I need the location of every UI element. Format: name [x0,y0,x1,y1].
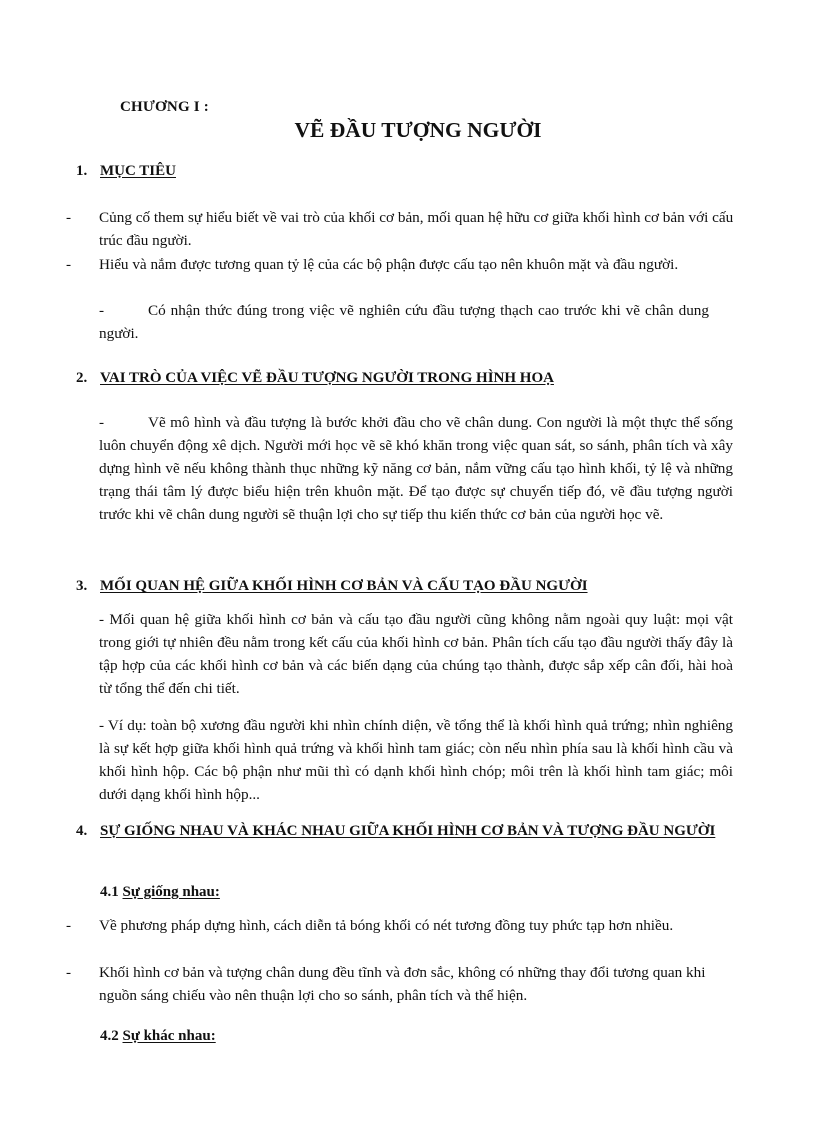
chapter-label: CHƯƠNG I : [120,99,209,115]
subsection-4-2-label: Sự khác nhau: [122,1028,216,1044]
section-3-paragraph-1: - Mối quan hệ giữa khối hình cơ bản và cấu tạo đầu người cũng không nằm ngoài quy luật: mọi vật trong giới tự nhiên đều nằm trong kết cấu của khối hình cơ bản. Phân tích cấu tạo đầu người thấy đây là tập hợp của các khối hình cơ bản và các biến dạng của chúng tạo thành, được sắp xếp cân đối, hài hoà từ tổng thể đến chi tiết. [99,611,733,697]
section-4-1-item-2 [66,961,736,1007]
list-item-text: Hiểu và nắm được tương quan tỷ lệ của các bộ phận được cấu tạo nên khuôn mặt và đầu người. [99,256,679,273]
subsection-4-2-number: 4.2 [100,1028,119,1044]
section-2-paragraph [99,411,733,526]
section-3-heading [76,575,736,597]
section-1-title: MỤC TIÊU [100,163,176,179]
bullet-dash: - [99,414,105,431]
section-1-item-1 [66,206,736,252]
bullet-dash: - [99,302,105,319]
section-1-heading [76,160,736,182]
section-4-number: 4. [76,823,88,839]
list-item-text: Về phương pháp dựng hình, cách diễn tả bóng khối có nét tương đồng tuy phức tạp hơn nhiều. [99,917,674,934]
section-4-1-item-1 [66,914,736,937]
section-1-number: 1. [76,163,88,179]
bullet-dash: - [66,256,72,273]
section-3-number: 3. [76,578,88,594]
paragraph-text: Vẽ mô hình và đầu tượng là bước khởi đầu cho vẽ chân dung. Con người là một thực thể sống luôn chuyển động xê dịch. Người mới học vẽ sẽ khó khăn trong việc quan sát, so sánh, phân tích và xây dựng hình vẽ nếu không thành thục những kỹ năng cơ bản, nắm vững cấu tạo hình khối, tỷ lệ và những trạng thái tâm lý được biểu hiện trên khuôn mặt. Để tạo được sự chuyển tiếp đó, vẽ đầu tượng người trước khi vẽ chân dung người sẽ thuận lợi cho sự tiếp thu kiến thức cơ bản của người học vẽ. [99,414,733,523]
section-1-item-2 [66,253,736,276]
section-2-heading [76,367,736,389]
section-2-title: VAI TRÒ CỦA VIỆC VẼ ĐẦU TƯỢNG NGƯỜI TRONG HÌNH HOẠ [100,370,554,386]
section-4-heading [76,820,726,842]
subsection-4-1-heading [100,881,220,904]
list-item-text: Khối hình cơ bản và tượng chân dung đều tĩnh và đơn sắc, không có những thay đổi tương quan khi nguồn sáng chiếu vào nên thuận lợi cho so sánh, phân tích và thể hiện. [99,964,706,1004]
bullet-dash: - [66,209,72,226]
subsection-4-1-number: 4.1 [100,884,119,900]
page-title: VẼ ĐẦU TƯỢNG NGƯỜI [294,118,542,142]
subsection-4-2-heading [100,1025,216,1048]
bullet-dash: - [66,964,72,981]
list-item-text: Củng cố them sự hiểu biết về vai trò của khối cơ bản, mối quan hệ hữu cơ giữa khối hình cơ bản với cấu trúc đầu người. [99,209,734,249]
section-1-item-3 [99,299,709,345]
section-3-paragraph-2: - Ví dụ: toàn bộ xương đầu người khi nhìn chính diện, về tổng thể là khối hình quả trứng; nhìn nghiêng là sự kết hợp giữa khối hình quả trứng và khối hình tam giác; còn nếu nhìn phía sau là khối hình cầu và khối hình hộp. Các bộ phận như mũi thì có dạnh khối hình chóp; môi trên là khối hình tam giác; môi dưới dạng khối hình hộp... [99,717,733,803]
subsection-4-1-label: Sự giống nhau: [122,884,220,900]
section-4-title: SỰ GIỐNG NHAU VÀ KHÁC NHAU GIỮA KHỐI HÌNH CƠ BẢN VÀ TƯỢNG ĐẦU NGƯỜI [100,823,716,839]
list-item-text: Có nhận thức đúng trong việc vẽ nghiên cứu đầu tượng thạch cao trước khi vẽ chân dung người. [99,302,709,342]
section-2-number: 2. [76,370,88,386]
bullet-dash: - [66,917,72,934]
section-3-title: MỐI QUAN HỆ GIỮA KHỐI HÌNH CƠ BẢN VÀ CẤU TẠO ĐẦU NGƯỜI [100,578,588,594]
